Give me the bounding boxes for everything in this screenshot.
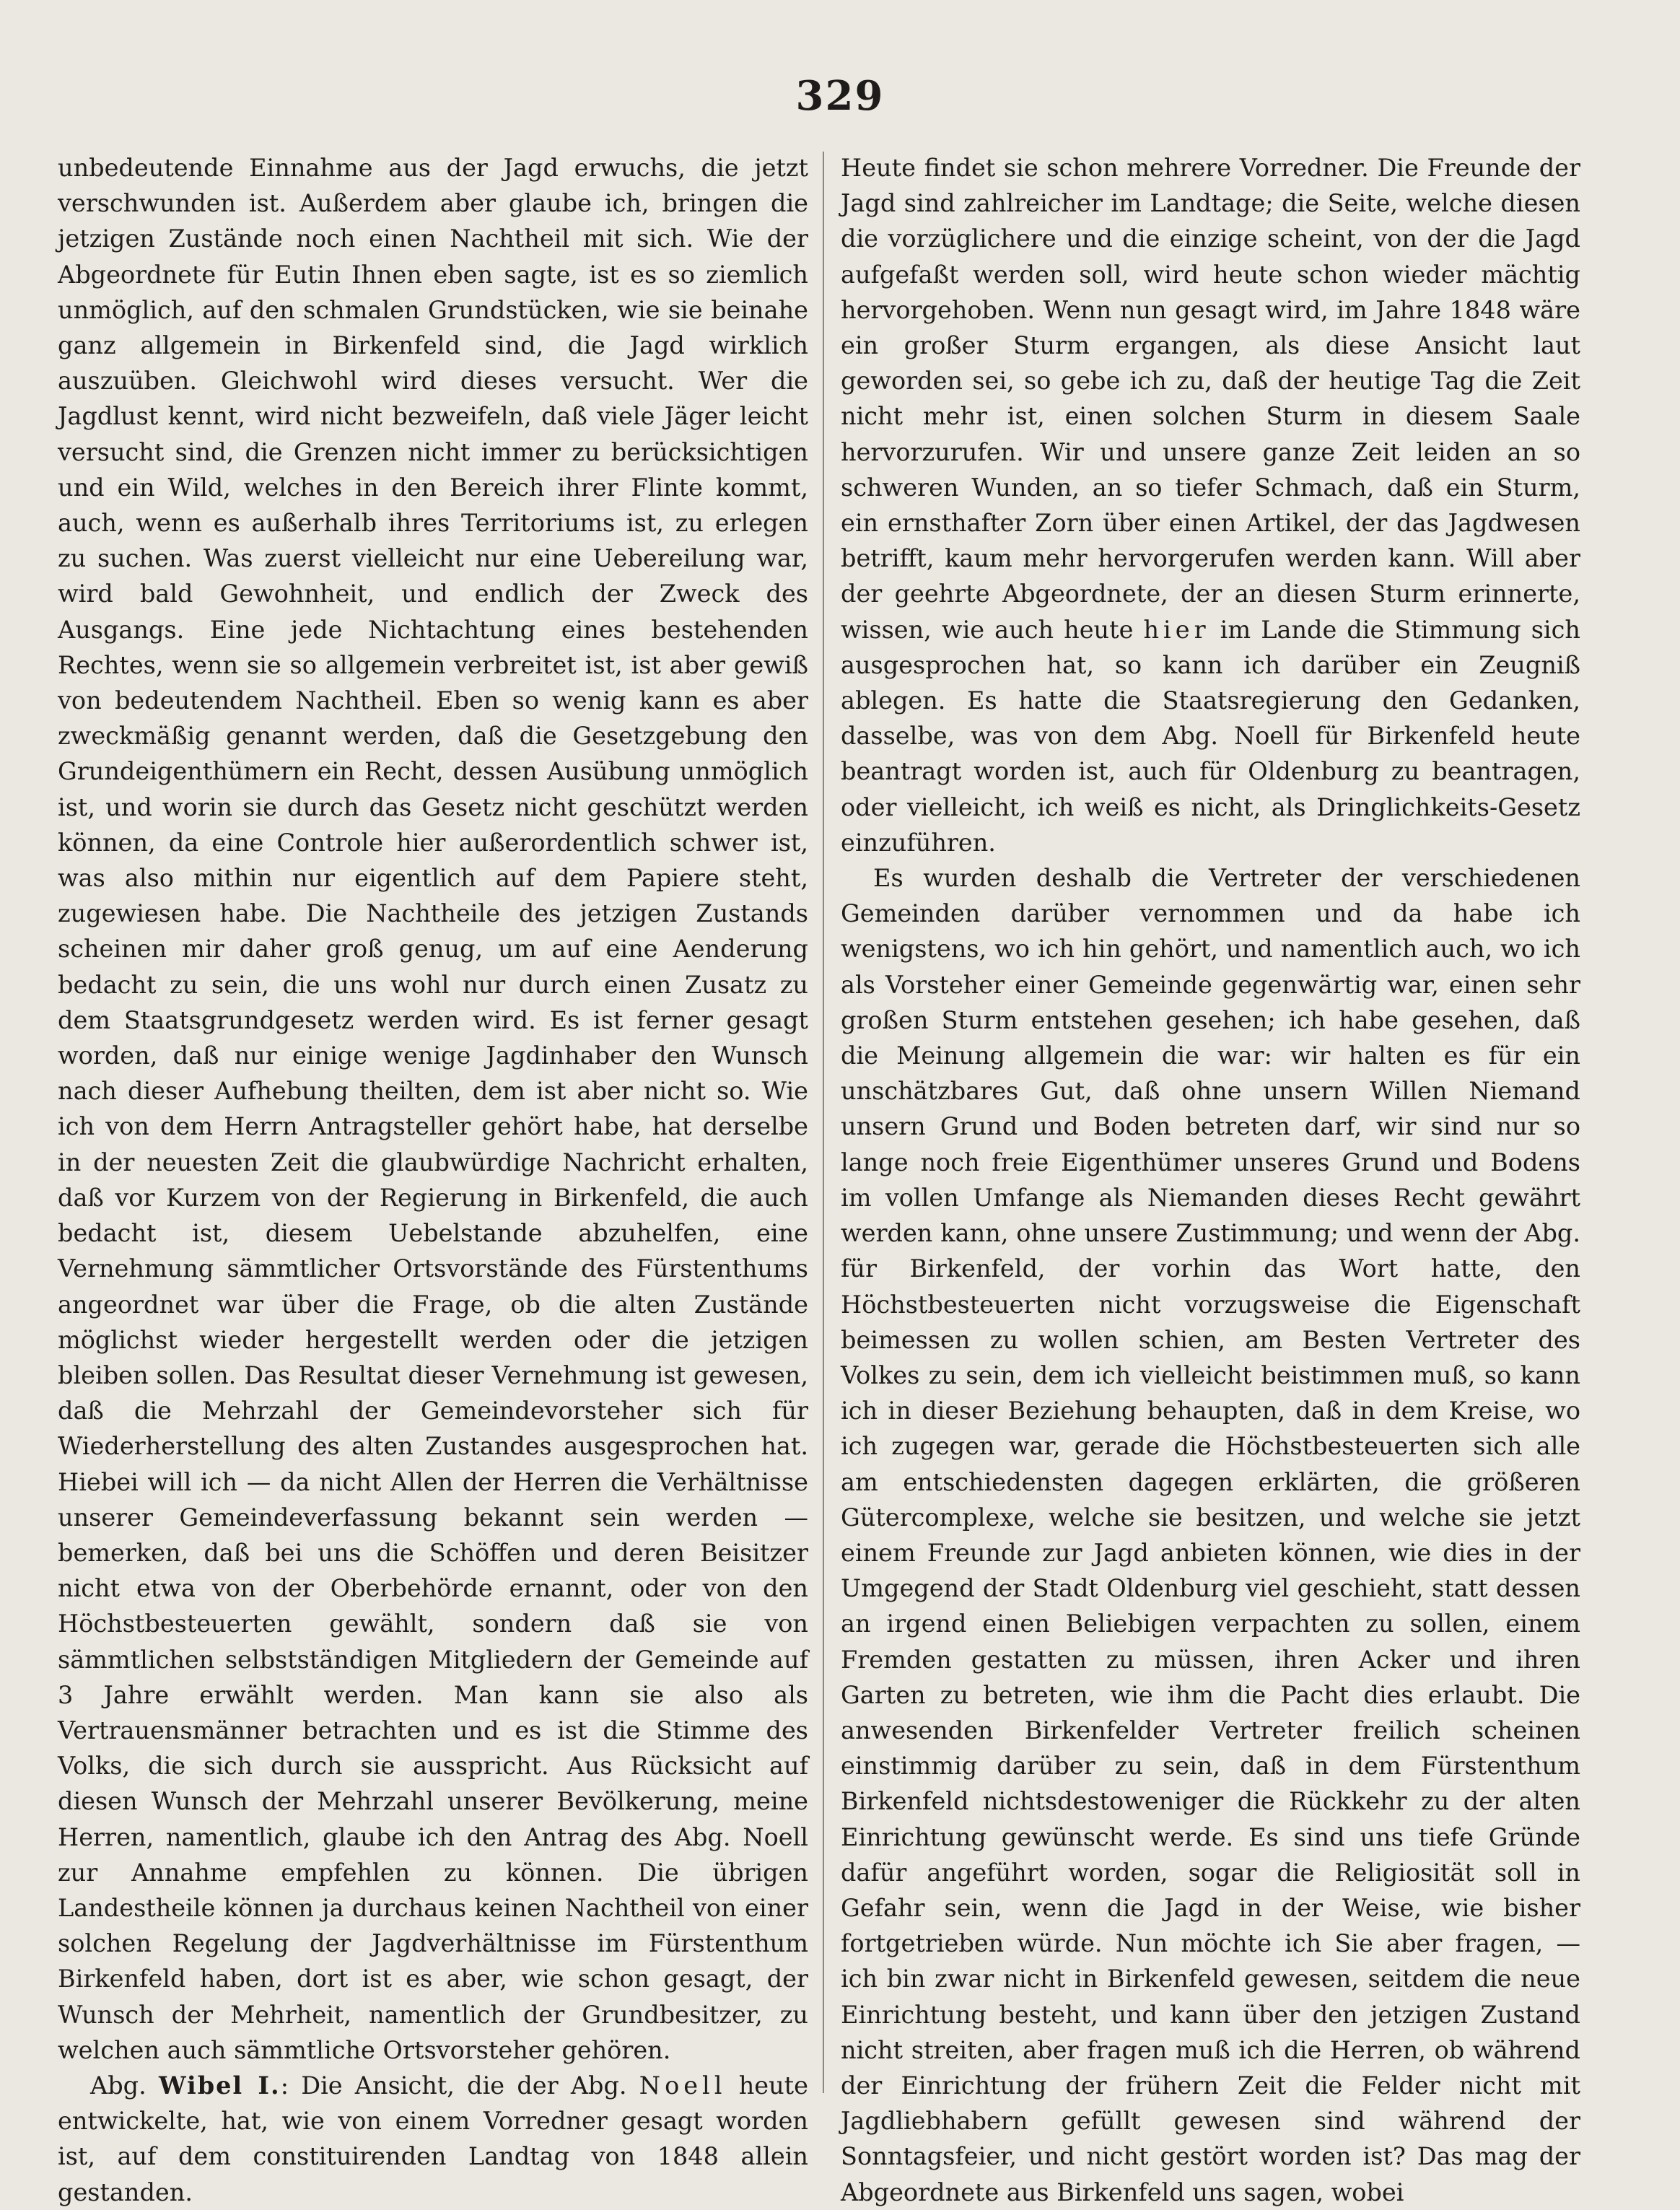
paragraph: unbedeutende Einnahme aus der Jagd erwuchs, die jetzt verschwunden ist. Außerdem aber glaube ich, bringen die jetzigen Zustände noch einen Nachtheil mit sich. Wie der Abgeordnete für Eutin Ihnen eben sagte, ist es so ziemlich unmöglich, auf den schmalen Grundstücken, wie sie beinahe ganz allgemein in Birkenfeld sind, die Jagd wirklich auszuüben. Gleichwohl wird dieses versucht. Wer die Jagdlust kennt, wird nicht bezweifeln, daß viele Jäger leicht versucht sind, die Grenzen nicht immer zu berücksichtigen und ein Wild, welches in den Bereich ihrer Flinte kommt, auch, wenn es außerhalb ihres Territoriums ist, zu erlegen zu suchen. Was zuerst vielleicht nur eine Uebereilung war, wird bald Gewohnheit, und endlich der Zweck des Ausgangs. Eine jede Nichtachtung eines bestehenden Rechtes, wenn sie so allgemein verbreitet ist, ist aber gewiß von bedeutendem Nachtheil. Eben so wenig kann es aber zweckmäßig genannt werden, daß die Gesetzgebung den Grundeigenthümern ein Recht, dessen Ausübung unmöglich ist, und worin sie durch das Gesetz nicht geschützt werden können, da eine Controle hier außerordentlich schwer ist, was also mithin nur eigentlich auf dem Papiere steht, zugewiesen habe. Die Nachtheile des jetzigen Zustands scheinen mir daher groß genug, um auf eine Aenderung bedacht zu sein, die uns wohl nur durch einen Zusatz zu dem Staatsgrundgesetz werden wird. Es ist ferner gesagt worden, daß nur einige wenige Jagdinhaber den Wunsch nach dieser Aufhebung theilten, dem ist aber nicht so. Wie ich von dem Herrn Antragsteller gehört habe, hat derselbe in der neuesten Zeit die glaubwürdige Nachricht erhalten, daß vor Kurzem von der Regierung in Birkenfeld, die auch bedacht ist, diesem Uebelstande abzuhelfen, eine Vernehmung sämmtlicher Ortsvorstände des Fürstenthums angeordnet war über die Frage, ob die alten Zustände möglichst wieder hergestellt werden oder die jetzigen bleiben sollen. Das Resultat dieser Vernehmung ist gewesen, daß die Mehrzahl der Gemeindevorsteher sich für Wiederherstellung des alten Zustandes ausgesprochen hat. Hiebei will ich — da nicht Allen der Herren die Verhältnisse unserer Gemeindeverfassung bekannt sein werden — bemerken, daß bei uns die Schöffen und deren Beisitzer nicht etwa von der Oberbehörde ernannt, oder von den Höchstbesteuerten gewählt, sondern daß sie von sämmtlichen selbstständigen Mitgliedern der Gemeinde auf 3 Jahre erwählt werden. Man kann sie also als Vertrauensmänner betrachten und es ist die Stimme des Volks, die sich durch sie ausspricht. Aus Rücksicht auf diesen Wunsch der Mehrzahl unserer Bevölkerung, meine Herren, namentlich, glaube ich den Antrag des Abg. Noell zur Annahme empfehlen zu können. Die übrigen Landestheile können ja durchaus keinen Nachtheil von einer solchen Regelung der Jagdverhältnisse im Fürstenthum Birkenfeld haben, dort ist es aber, wie schon gesagt, der Wunsch der Mehrheit, namentlich der Grundbesitzer, zu welchen auch sämmtliche Ortsvorsteher gehören. <box>58 154 808 2064</box>
left-column <box>58 150 808 2206</box>
paragraph <box>841 150 1580 860</box>
text-run: heute entwickelte, hat, wie von einem Vorredner gesagt worden ist, auf dem constituirenden Landtag von 1848 allein gestanden. <box>58 2071 808 2206</box>
text-run: : Die Ansicht, die der Abg. <box>280 2071 639 2100</box>
spaced-word: hier <box>1143 615 1210 644</box>
spaced-name: Noell <box>639 2071 727 2100</box>
text-run: Heute findet sie schon mehrere Vorredner. Die Freunde der Jagd sind zahlreicher im Landtage; die Seite, welche diesen die vorzüglichere und die einzige scheint, von der die Jagd aufgefaßt werden soll, wird heute schon wieder mächtig hervorgehoben. Wenn nun gesagt wird, im Jahre 1848 wäre ein großer Sturm ergangen, als diese Ansicht laut geworden sei, so gebe ich zu, daß der heutige Tag die Zeit nicht mehr ist, einen solchen Sturm in diesem Saale hervorzurufen. Wir und unsere ganze Zeit leiden an so schweren Wunden, an so tiefer Schmach, daß ein Sturm, ein ernsthafter Zorn über einen Artikel, der das Jagdwesen betrifft, kaum mehr hervorgerufen werden kann. Will aber der geehrte Abgeordnete, der an diesen Sturm erinnerte, wissen, wie auch heute <box>841 154 1580 644</box>
page-number: 329 <box>795 72 885 120</box>
column-divider <box>823 152 824 2093</box>
right-column <box>841 150 1580 2206</box>
abbreviation: Abg. <box>90 2071 159 2100</box>
paragraph-speech <box>58 2068 808 2210</box>
text-run: im Lande die Stimmung sich ausgesprochen hat, so kann ich darüber ein Zeugniß ablegen. Es hatte die Staatsregierung den Gedanken, dasselbe, was von dem Abg. Noell für Birkenfeld heute beantragt worden ist, auch für Oldenburg zu beantragen, oder vielleicht, ich weiß es nicht, als Dringlichkeits-Gesetz einzuführen. <box>841 615 1580 857</box>
paragraph: Es wurden deshalb die Vertreter der verschiedenen Gemeinden darüber vernommen und da habe ich wenigstens, wo ich hin gehört, und namentlich auch, wo ich als Vorsteher einer Gemeinde gegenwärtig war, einen sehr großen Sturm entstehen gesehen; ich habe gesehen, daß die Meinung allgemein die war: wir halten es für ein unschätzbares Gut, daß ohne unsern Willen Niemand unsern Grund und Boden betreten darf, wir sind nur so lange noch freie Eigenthümer unseres Grund und Bodens im vollen Umfange als Niemanden dieses Recht gewährt werden kann, ohne unsere Zustimmung; und wenn der Abg. für Birkenfeld, der vorhin das Wort hatte, den Höchstbesteuerten nicht vorzugsweise die Eigenschaft beimessen zu wollen schien, am Besten Vertreter des Volkes zu sein, dem ich vielleicht beistimmen muß, so kann ich in dieser Beziehung behaupten, daß in dem Kreise, wo ich zugegen war, gerade die Höchstbesteuerten sich alle am entschiedensten dagegen erklärten, die größeren Gütercomplexe, welche sie besitzen, und welche sie jetzt einem Freunde zur Jagd anbieten können, wie dies in der Umgegend der Stadt Oldenburg viel geschieht, statt dessen an irgend einen Beliebigen verpachten zu sollen, einem Fremden gestatten zu müssen, ihren Acker und ihren Garten zu betreten, wie ihm die Pacht dies erlaubt. Die anwesenden Birkenfelder Vertreter freilich scheinen einstimmig darüber zu sein, daß in dem Fürstenthum Birkenfeld nichtsdestoweniger die Rückkehr zu der alten Einrichtung gewünscht werde. Es sind uns tiefe Gründe dafür angeführt worden, sogar die Religiosität soll in Gefahr sein, wenn die Jagd in der Weise, wie bisher fortgetrieben würde. Nun möchte ich Sie aber fragen, — ich bin zwar nicht in Birkenfeld gewesen, seitdem die neue Einrichtung besteht, und kann über den jetzigen Zustand nicht streiten, aber fragen muß ich die Herren, ob während der Einrichtung der frühern Zeit die Felder nicht mit Jagdliebhabern gefüllt gewesen sind während der Sonntagsfeier, und nicht gestört worden ist? Das mag der Abgeordnete aus Birkenfeld uns sagen, wobei <box>841 864 1580 2206</box>
speaker-name: Wibel I. <box>158 2071 281 2100</box>
